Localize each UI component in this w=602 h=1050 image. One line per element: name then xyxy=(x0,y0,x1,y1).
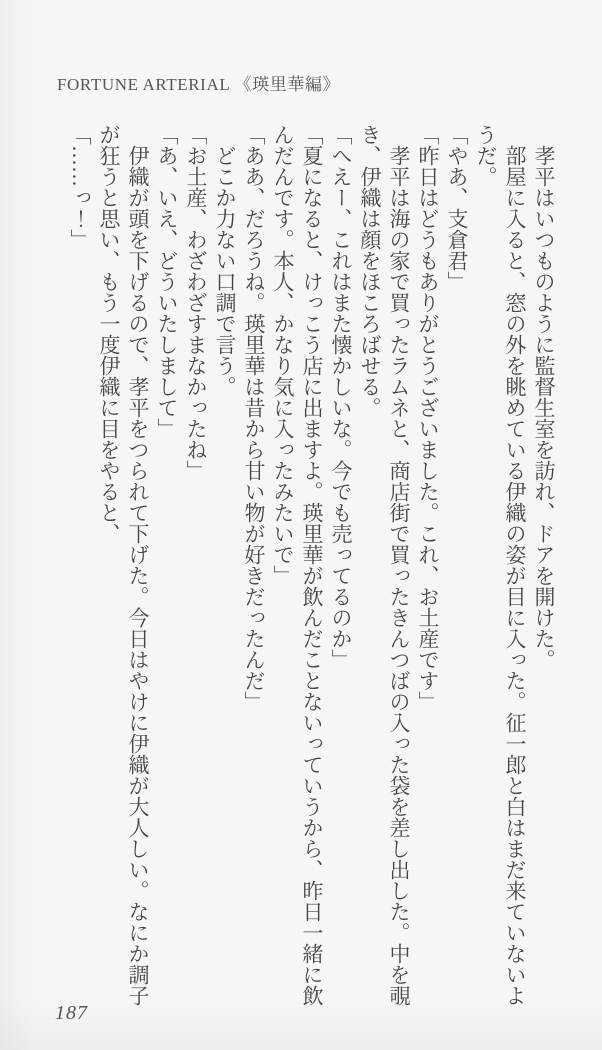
narration-paragraph: 孝平はいつものように監督生室を訪れ、ドアを開けた。 xyxy=(532,124,556,670)
narration-paragraph: 部屋に入ると、窓の外を眺めている伊織の姿が目に入った。征一郎と白はまだ来ていないようだ。 xyxy=(474,124,527,1006)
narration-paragraph: 伊織が頭を下げるので、孝平をつられて下げた。今日はやけに伊織が大人しい。なにか調子が狂うと思い、もう一度伊織に目をやると、 xyxy=(97,124,150,1006)
page-body xyxy=(65,124,558,1006)
book-title: FORTUNE ARTERIAL 《瑛里華編》 xyxy=(57,75,341,94)
running-header xyxy=(57,70,340,95)
dialogue-paragraph: 「昨日はどうもありがとうございました。これ、お土産です」 xyxy=(416,124,440,712)
narration-paragraph: 孝平は海の家で買ったラムネと、商店街で買ったきんつばの入った袋を差し出した。中を覗き、伊織は顔をほころばせる。 xyxy=(358,124,411,1006)
dialogue-paragraph: 「ああ、だろうね。瑛里華は昔から甘い物が好きだったんだ」 xyxy=(242,124,266,712)
narration-paragraph: どこか力ない口調で言う。 xyxy=(213,124,237,397)
dialogue-paragraph: 「夏になると、けっこう店に出ますよ。瑛里華が飲んだことないっていうから、昨日一緒に飲んだんです。本人、かなり気に入ったみたいで」 xyxy=(271,124,324,1006)
page-number: 187 xyxy=(55,1002,88,1024)
dialogue-paragraph: 「やあ、支倉君」 xyxy=(445,124,469,292)
dialogue-paragraph: 「へえー、これはまた懐かしいな。今でも売ってるのか」 xyxy=(329,124,353,670)
dialogue-paragraph: 「……っ！」 xyxy=(68,124,92,250)
dialogue-paragraph: 「あ、いえ、どういたしまして」 xyxy=(155,124,179,439)
dialogue-paragraph: 「お土産、わざわざすまなかったね」 xyxy=(184,124,208,481)
